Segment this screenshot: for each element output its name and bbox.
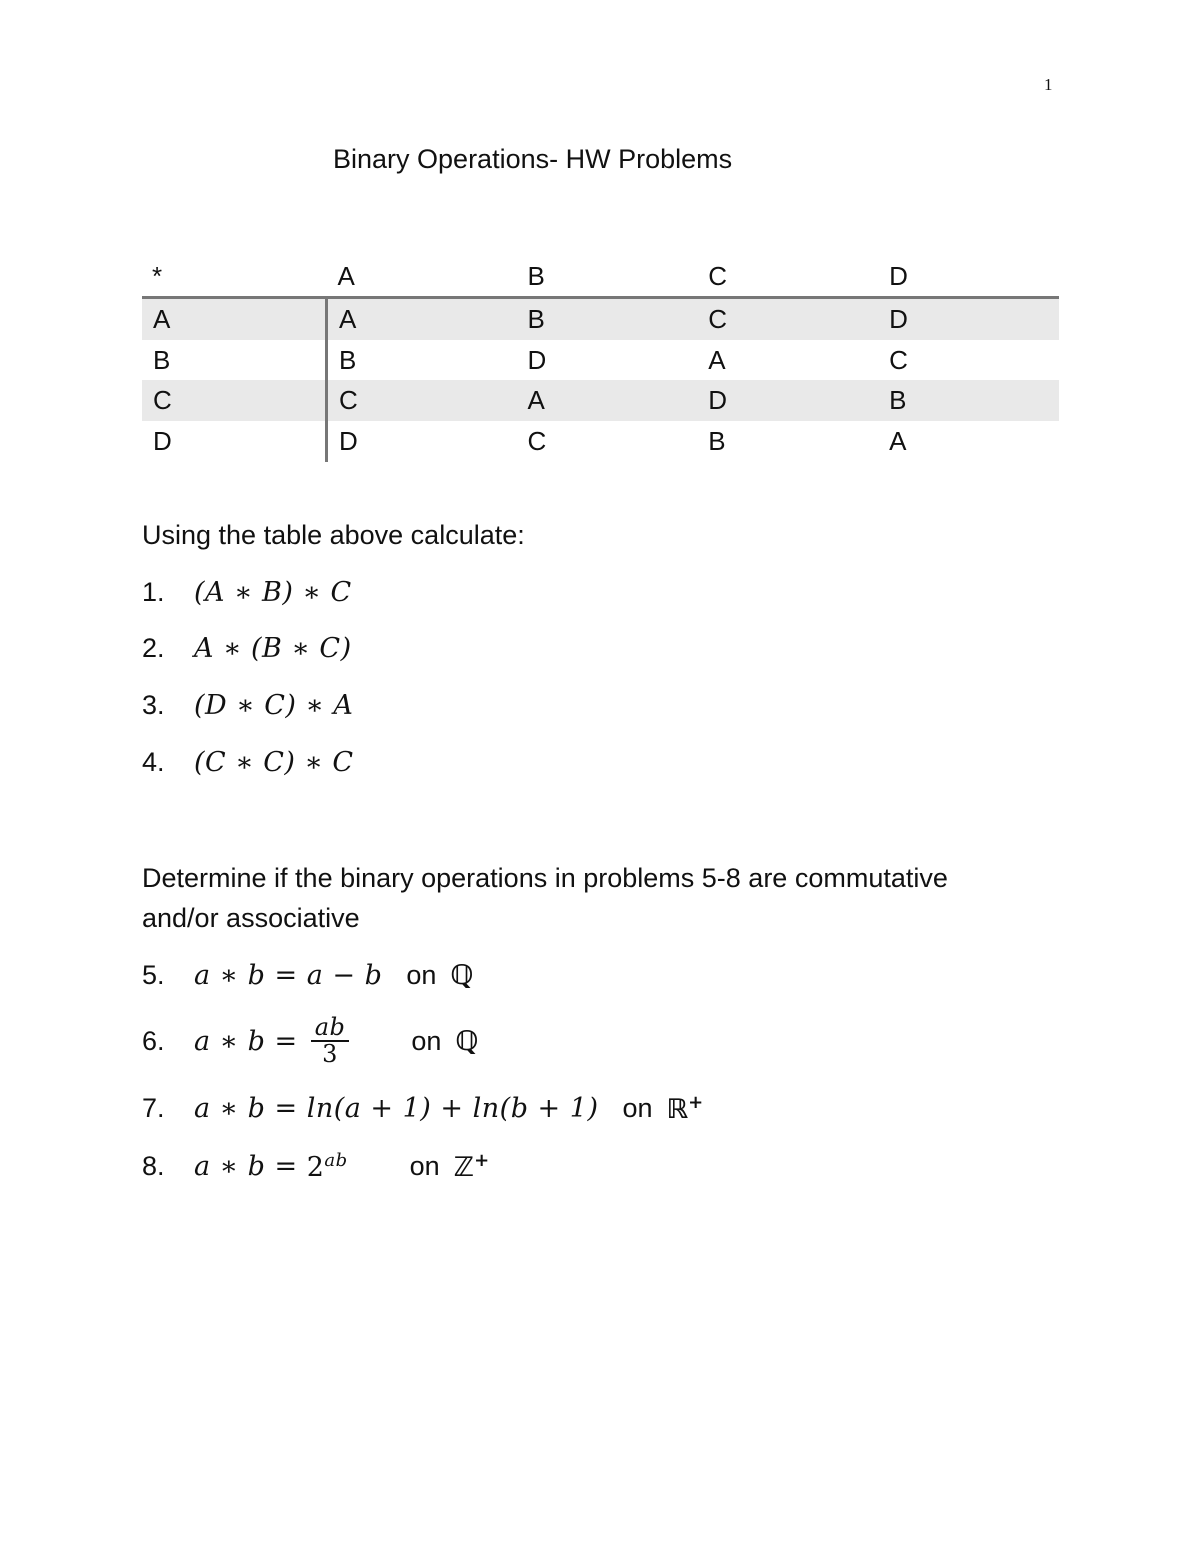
table-header-cell: * <box>142 256 327 298</box>
set-symbol: ℚ <box>450 960 474 991</box>
problem-number: 4. <box>142 747 165 777</box>
on-label: on <box>406 960 437 990</box>
section2-intro-line2: and/or associative <box>142 903 360 933</box>
problem-number: 2. <box>142 633 165 663</box>
operation-table <box>142 256 1059 462</box>
table-cell: B <box>339 344 357 375</box>
problem-rhs: a − b <box>306 960 383 991</box>
problem-lhs: a ∗ b = <box>194 1151 307 1182</box>
on-label: on <box>411 1025 442 1056</box>
table-cell: C <box>527 425 547 456</box>
table-row <box>142 380 1059 421</box>
section1-intro: Using the table above calculate: <box>142 520 525 550</box>
set-symbol <box>667 1092 704 1125</box>
problem-1 <box>142 577 352 608</box>
table-row <box>142 421 1059 462</box>
row-label: D <box>142 421 327 462</box>
table-cell: D <box>878 298 1059 340</box>
row-label: A <box>142 298 327 340</box>
table-cell: C <box>697 298 878 340</box>
problem-number: 3. <box>142 690 165 720</box>
set-symbol: ℚ <box>455 1025 479 1057</box>
set-superscript: + <box>474 1150 490 1171</box>
problem-number: 8. <box>142 1151 165 1181</box>
section2-intro-line1: Determine if the binary operations in problems 5-8 are commutative <box>142 863 948 893</box>
table-header-cell: D <box>878 256 1059 298</box>
fraction <box>311 1015 350 1067</box>
problem-expression: (A ∗ B) ∗ C <box>194 577 352 608</box>
table-cell: D <box>339 425 358 456</box>
page-title: Binary Operations- HW Problems <box>333 144 733 174</box>
problem-lhs: a ∗ b = <box>194 1025 307 1057</box>
table-cell: C <box>889 344 908 375</box>
table-row <box>142 298 1059 340</box>
table-header-cell: C <box>697 256 878 298</box>
row-label: B <box>142 340 327 381</box>
table-cell: B <box>708 425 726 456</box>
table-cell: D <box>697 380 878 421</box>
page-number: 1 <box>1044 75 1053 94</box>
problem-7 <box>142 1092 703 1125</box>
table-cell: B <box>878 380 1059 421</box>
set-superscript: + <box>688 1092 704 1113</box>
problem-number: 1. <box>142 577 165 607</box>
problem-number: 5. <box>142 960 165 990</box>
table-row <box>142 340 1059 381</box>
problem-6 <box>142 1015 478 1067</box>
set-symbol <box>454 1150 489 1183</box>
problem-5 <box>142 960 473 991</box>
set-letter: ℤ <box>453 1152 475 1183</box>
problem-rhs: ln(a + 1) + ln(b + 1) <box>306 1093 599 1124</box>
problem-number: 7. <box>142 1093 165 1123</box>
power-exponent: ab <box>324 1150 348 1171</box>
fraction-denominator: 3 <box>322 1040 338 1069</box>
table-cell: A <box>708 344 726 375</box>
problem-8 <box>142 1150 489 1183</box>
problem-expression: (C ∗ C) ∗ C <box>194 747 354 778</box>
table-cell: A <box>327 298 517 340</box>
problem-lhs: a ∗ b = <box>194 960 307 991</box>
on-label: on <box>622 1093 653 1123</box>
problem-expression: (D ∗ C) ∗ A <box>194 690 354 721</box>
on-label: on <box>409 1151 440 1181</box>
power-expression <box>307 1150 348 1183</box>
problem-lhs: a ∗ b = <box>194 1093 307 1124</box>
fraction-numerator: ab <box>311 1015 350 1042</box>
power-base: 2 <box>306 1152 325 1183</box>
table-cell: B <box>516 298 697 340</box>
set-letter: ℝ <box>666 1094 689 1125</box>
problem-3 <box>142 690 353 721</box>
table-cell: C <box>327 380 517 421</box>
table-header-cell: B <box>516 256 697 298</box>
row-label: C <box>142 380 327 421</box>
table-header-row <box>142 256 1059 298</box>
table-header-cell: A <box>327 256 517 298</box>
problem-expression: A ∗ (B ∗ C) <box>194 633 352 664</box>
table-cell: D <box>527 344 547 375</box>
table-cell: A <box>516 380 697 421</box>
problem-2 <box>142 633 352 664</box>
problem-number: 6. <box>142 1025 165 1056</box>
problem-4 <box>142 747 354 778</box>
table-cell: A <box>889 425 907 456</box>
